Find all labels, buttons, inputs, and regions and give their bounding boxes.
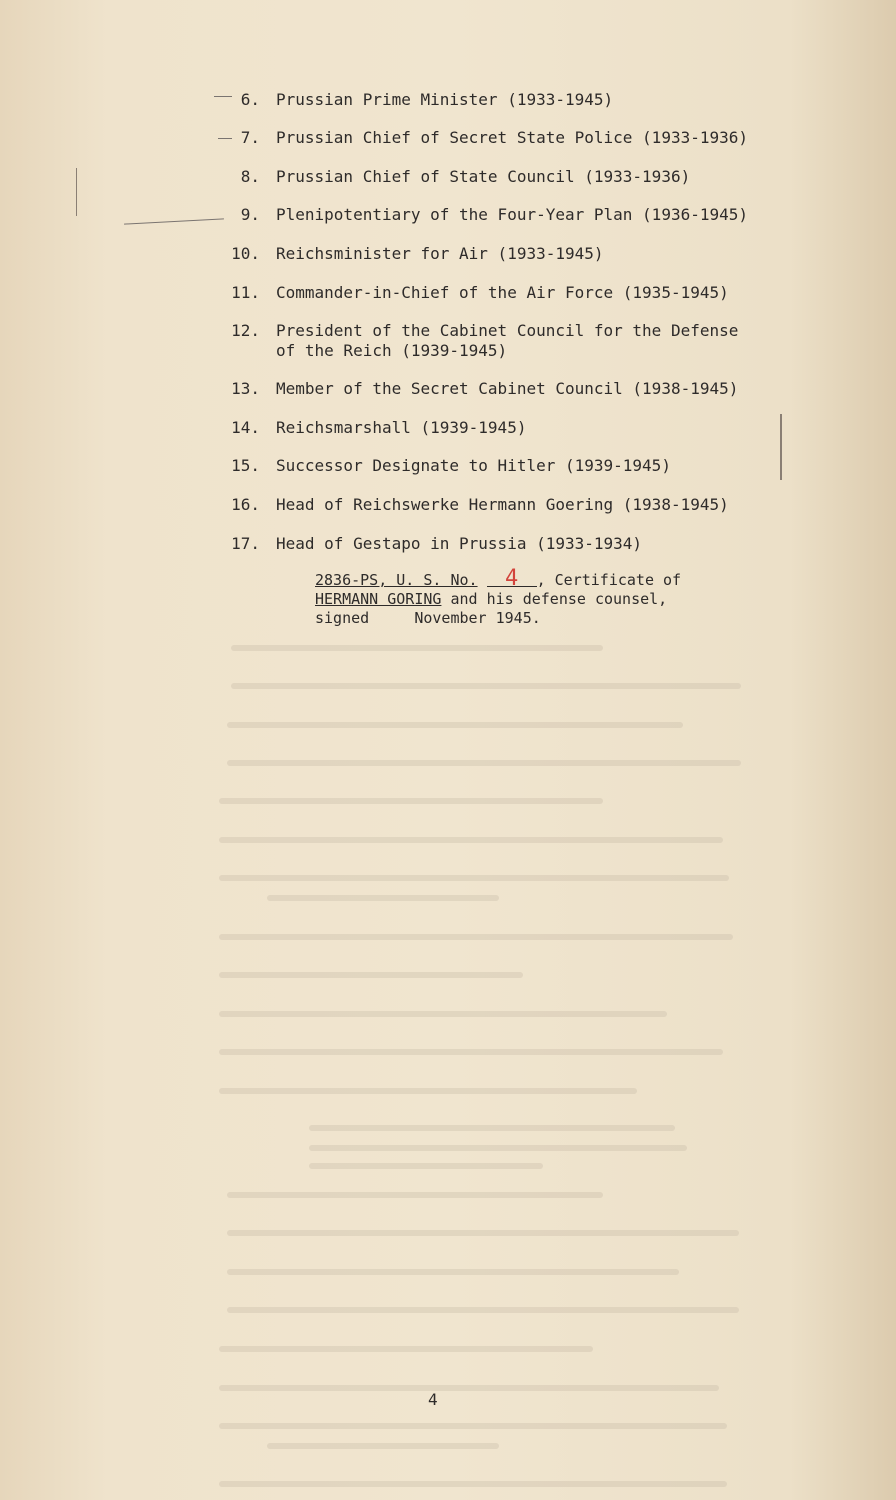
item-text: Commander-in-Chief of the Air Force (1935-1945)	[276, 283, 729, 302]
page-number: 4	[428, 1390, 438, 1409]
certificate-line-3: signed November 1945.	[315, 609, 541, 627]
item-text: Member of the Secret Cabinet Council (1938-1945)	[276, 379, 739, 398]
item-number: 12.	[231, 321, 260, 340]
item-number: 15.	[231, 456, 260, 475]
item-text: Prussian Prime Minister (1933-1945)	[276, 90, 614, 109]
item-number: 17.	[231, 534, 260, 553]
item-number: 8.	[240, 167, 260, 186]
item-number: 13.	[231, 379, 260, 398]
item-text: Reichsminister for Air (1933-1945)	[276, 244, 604, 263]
item-number: 10.	[231, 244, 260, 263]
defendant-name: HERMANN GORING	[315, 590, 442, 608]
item-text: Plenipotentiary of the Four-Year Plan (1936-1945)	[276, 205, 749, 224]
item-number: 9.	[240, 205, 260, 224]
item-text: Head of Reichswerke Hermann Goering (1938-1945)	[276, 495, 729, 514]
item-text: Head of Gestapo in Prussia (1933-1934)	[276, 534, 643, 553]
item-number: 11.	[231, 283, 260, 302]
certificate-line-2-rest: and his defense counsel,	[441, 590, 668, 608]
item-number: 7.	[240, 128, 260, 147]
us-exhibit-number: 4	[487, 572, 537, 587]
item-text: Reichsmarshall (1939-1945)	[276, 418, 527, 437]
item-number: 16.	[231, 495, 260, 514]
item-text: Prussian Chief of Secret State Police (1933-1936)	[276, 128, 749, 147]
certificate-line-1-rest: , Certificate of	[536, 571, 682, 589]
item-number: 14.	[231, 418, 260, 437]
item-text: Prussian Chief of State Council (1933-1936)	[276, 167, 691, 186]
item-text: Successor Designate to Hitler (1939-1945)	[276, 456, 671, 475]
document-reference: 2836-PS, U. S. No.	[315, 571, 478, 589]
item-text: President of the Cabinet Council for the Defense of the Reich (1939-1945)	[276, 321, 739, 360]
item-number: 6.	[240, 90, 260, 109]
